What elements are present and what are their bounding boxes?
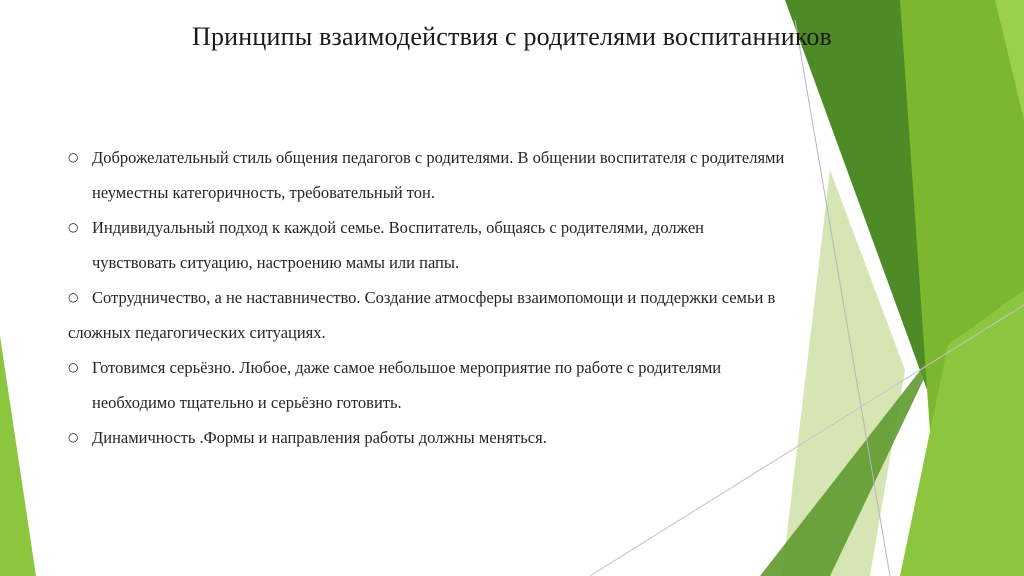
bullet-circle-icon: ○ — [68, 150, 79, 164]
item-line-2: неуместны категоричность, требовательный тон. — [92, 183, 435, 202]
bullet-circle-icon: ○ — [68, 360, 79, 374]
bullet-circle-icon: ○ — [68, 430, 79, 444]
item-line-2: необходимо тщательно и серьёзно готовить. — [92, 393, 402, 412]
item-line-1: Сотрудничество, а не наставничество. Создание атмосферы взаимопомощи и поддержки семьи в — [92, 288, 776, 307]
item-line-2: чувствовать ситуацию, настроению мамы или папы. — [92, 253, 460, 272]
item-line-1: Индивидуальный подход к каждой семье. Воспитатель, общаясь с родителями, должен — [92, 218, 704, 237]
list-item — [68, 280, 908, 350]
item-line-1: Динамичность .Формы и направления работы должны меняться. — [92, 428, 547, 447]
list-item — [68, 420, 908, 455]
item-line-2: сложных педагогических ситуациях. — [68, 323, 326, 342]
list-item — [68, 210, 908, 280]
slide-title: Принципы взаимодействия с родителями воспитанников — [191, 22, 833, 51]
bullet-circle-icon: ○ — [68, 290, 79, 304]
item-line-1: Готовимся серьёзно. Любое, даже самое небольшое мероприятие по работе с родителями — [92, 358, 722, 377]
bullet-circle-icon: ○ — [68, 220, 79, 234]
list-item — [68, 140, 908, 210]
list-item — [68, 350, 908, 420]
item-line-1: Доброжелательный стиль общения педагогов с родителями. В общении воспитателя с родителями — [92, 148, 785, 167]
bullet-list — [68, 140, 908, 455]
left-edge-triangle — [0, 336, 36, 576]
